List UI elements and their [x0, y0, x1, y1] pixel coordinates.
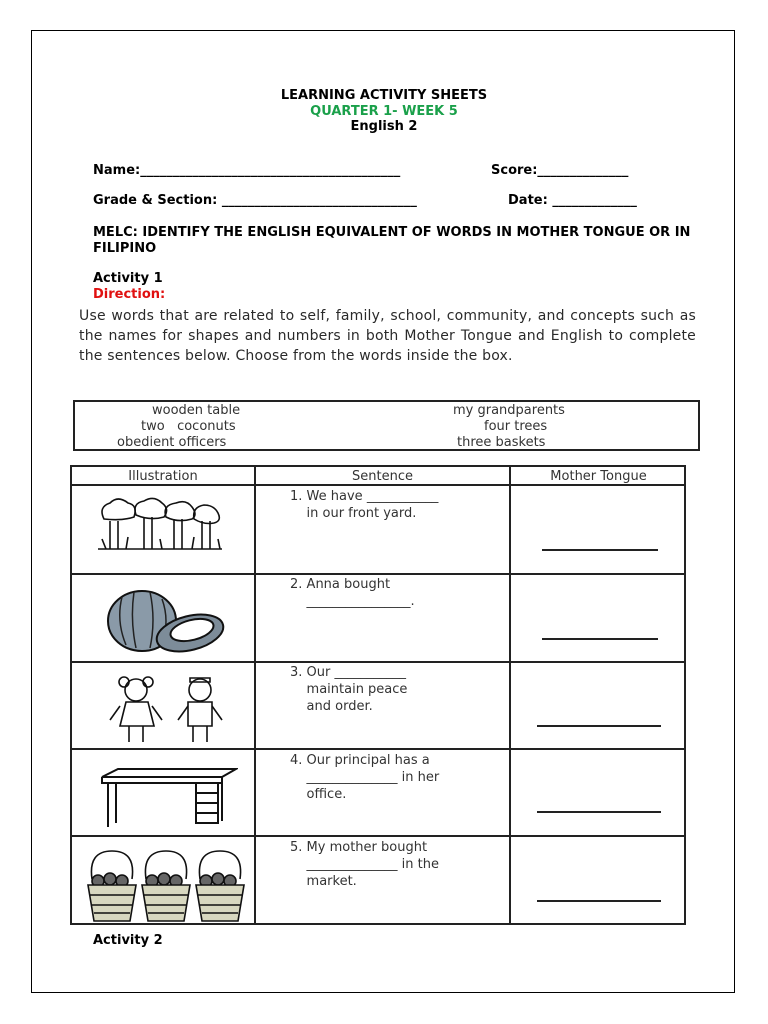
- answer-blank-5[interactable]: ______________: [306, 857, 398, 872]
- sentence-1: 1. We have ___________ in our front yard.: [290, 489, 439, 521]
- answer-blank-2[interactable]: ________________: [306, 594, 411, 609]
- word-choice: my grandparents: [453, 403, 565, 418]
- date-field[interactable]: Date: _____________: [508, 193, 637, 208]
- word-box: [73, 400, 700, 451]
- row-divider: [72, 573, 684, 575]
- mother-tongue-blank-3[interactable]: [537, 725, 661, 727]
- answer-blank-3[interactable]: ___________: [334, 665, 406, 680]
- officers-illustration: [96, 670, 236, 748]
- row-divider: [72, 748, 684, 750]
- subject: English 2: [350, 119, 418, 134]
- direction-label: Direction:: [93, 287, 166, 302]
- trees-illustration: [96, 497, 226, 557]
- word-choice: obedient officers: [117, 435, 227, 450]
- coconut-illustration: [102, 583, 232, 655]
- header-sentence: Sentence: [352, 469, 413, 484]
- mother-tongue-blank-2[interactable]: [542, 638, 658, 640]
- column-divider: [509, 467, 511, 923]
- answer-blank-1[interactable]: ___________: [366, 489, 439, 504]
- mother-tongue-blank-1[interactable]: [542, 549, 658, 551]
- sentence-4: 4. Our principal has a ______________ in her office.: [290, 753, 440, 802]
- sentence-3: 3. Our ___________ maintain peace and order.: [290, 665, 408, 714]
- score-field[interactable]: Score:______________: [491, 163, 629, 178]
- sheet-title: LEARNING ACTIVITY SHEETS: [280, 88, 488, 103]
- instructions-text: Use words that are related to self, family, school, community, and concepts such as the names for shapes and numbers in both Mother Tongue and English to complete the sentences below. Choose from the words inside the box.: [79, 308, 696, 364]
- mother-tongue-blank-5[interactable]: [537, 900, 661, 902]
- table-illustration: [98, 767, 238, 831]
- row-divider: [72, 835, 684, 837]
- cropped-text-fragment: [79, 384, 459, 392]
- mother-tongue-blank-4[interactable]: [537, 811, 661, 813]
- baskets-illustration: [78, 849, 248, 927]
- word-choice: two coconuts: [141, 419, 236, 434]
- melc-statement: MELC: IDENTIFY THE ENGLISH EQUIVALENT OF WORDS IN MOTHER TONGUE OR IN FILIPINO: [93, 225, 691, 256]
- name-field[interactable]: Name:________________________________________: [93, 163, 401, 178]
- column-divider: [254, 467, 256, 923]
- activity-1-label: Activity 1: [93, 271, 163, 286]
- word-choice: wooden table: [152, 403, 241, 418]
- activity-table: [70, 465, 686, 925]
- answer-blank-4[interactable]: ______________: [306, 770, 398, 785]
- word-choice: four trees: [484, 419, 548, 434]
- row-divider: [72, 661, 684, 663]
- quarter-week: QUARTER 1- WEEK 5: [310, 104, 458, 119]
- row-divider: [72, 484, 684, 486]
- grade-section-field[interactable]: Grade & Section: ______________________________: [93, 193, 417, 208]
- sentence-2: 2. Anna bought ________________.: [290, 577, 415, 609]
- sentence-5: 5. My mother bought ______________ in the market.: [290, 840, 439, 889]
- header-illustration: Illustration: [128, 469, 198, 484]
- header-mother-tongue: Mother Tongue: [550, 469, 647, 484]
- word-choice: three baskets: [457, 435, 546, 450]
- activity-2-label: Activity 2: [93, 933, 163, 948]
